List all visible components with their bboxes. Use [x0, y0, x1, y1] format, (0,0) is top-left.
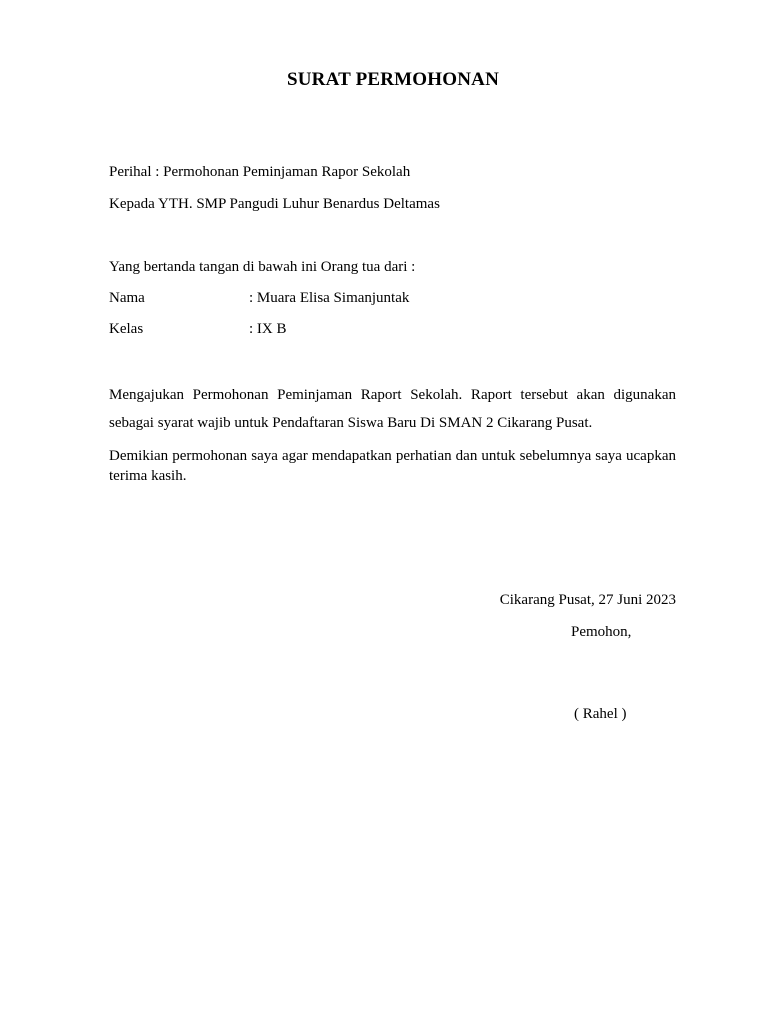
intro-line: Yang bertanda tangan di bawah ini Orang tua dari : — [109, 259, 416, 275]
class-label: Kelas — [109, 321, 144, 337]
subject-line: Perihal : Permohonan Peminjaman Rapor Sekolah — [109, 164, 411, 180]
closing-salutation: Pemohon, — [571, 624, 632, 640]
closing-paragraph: Demikian permohonan saya agar mendapatkan perhatian dan untuk sebelumnya saya ucapkan terima kasih. — [109, 448, 676, 484]
signer-name: ( Rahel ) — [574, 706, 627, 722]
name-value: : Muara Elisa Simanjuntak — [249, 290, 410, 306]
name-label: Nama — [109, 290, 145, 306]
recipient-line: Kepada YTH. SMP Pangudi Luhur Benardus Deltamas — [109, 196, 440, 212]
letter-title: SURAT PERMOHONAN — [286, 69, 500, 90]
request-paragraph: Mengajukan Permohonan Peminjaman Raport Sekolah. Raport tersebut akan digunakan sebagai syarat wajib untuk Pendaftaran Siswa Baru Di SMAN 2 Cikarang Pusat. — [109, 387, 676, 431]
class-value: : IX B — [249, 321, 287, 337]
place-date: Cikarang Pusat, 27 Juni 2023 — [499, 592, 676, 608]
